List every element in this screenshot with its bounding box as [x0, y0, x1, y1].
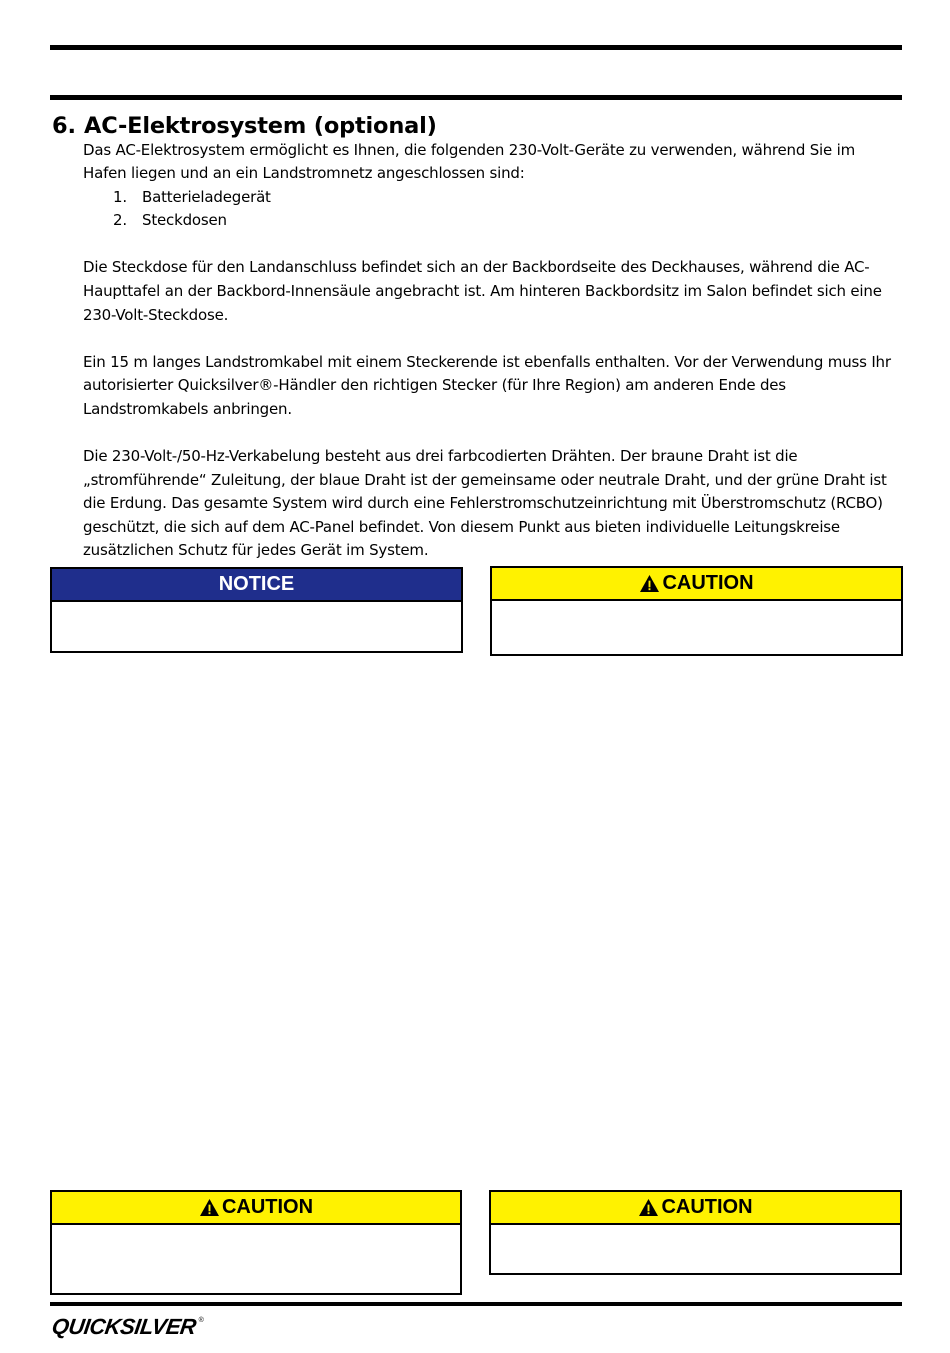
- caution-header: [491, 1192, 900, 1225]
- section-title: AC-Elektrosystem (optional): [84, 113, 437, 139]
- list-item: [113, 209, 902, 233]
- section-number: 6.: [52, 113, 76, 139]
- list-item-text: Batterieladegerät: [142, 187, 271, 206]
- caution-box: [490, 566, 903, 656]
- section-heading: [52, 115, 902, 139]
- footer-rule: [50, 1302, 902, 1306]
- caution-header: [492, 568, 901, 601]
- caution-box: [489, 1190, 902, 1275]
- intro-paragraph: Das AC-Elektrosystem ermöglicht es Ihnen, die folgenden 230-Volt-Geräte zu verwenden, während Sie im Hafen liegen und an ein Landstromnetz angeschlossen sind:: [83, 140, 856, 183]
- section-content: [52, 115, 902, 563]
- list-item-number: 2.: [113, 211, 127, 230]
- notice-label: NOTICE: [218, 573, 295, 595]
- list-item-number: 1.: [113, 187, 127, 206]
- header-rule: [50, 95, 902, 100]
- logo-text: QUICKSILVER: [50, 1314, 198, 1339]
- shore-cable-paragraph: Ein 15 m langes Landstromkabel mit einem Steckerende ist ebenfalls enthalten. Vor der Verwendung muss Ihr autorisierter Quicksilver®-Händler den richtigen Stecker (für Ihre Region) am anderen Ende des Landstromkabels anbringen.: [83, 352, 891, 418]
- caution-label: CAUTION: [221, 1196, 314, 1218]
- list-item: [113, 186, 902, 210]
- caution-label: CAUTION: [661, 1196, 753, 1218]
- wiring-paragraph: Die 230-Volt-/50-Hz-Verkabelung besteht aus drei farbcodierten Drähten. Der braune Draht ist die „stromführende“ Zuleitung, der blaue Draht ist der gemeinsame oder neutrale Draht, und der grüne Draht ist die Erdung. Das gesamte System wird durch eine Fehlerstromschutzeinrichtung mit Überstromschutz (RCBO) geschützt, die sich auf dem AC-Panel befindet. Von diesem Punkt aus bieten individuelle Leitungskreise zusätzlichen Schutz für jedes Gerät im System.: [83, 447, 887, 560]
- registered-mark: ®: [198, 1317, 204, 1324]
- notice-box: [50, 567, 463, 653]
- quicksilver-logo: [52, 1316, 204, 1338]
- warning-triangle-icon: [199, 1198, 220, 1217]
- section-body: [83, 139, 902, 563]
- caution-box: [50, 1190, 462, 1295]
- warning-triangle-icon: [639, 574, 660, 593]
- caution-header: [52, 1192, 460, 1225]
- device-list: [83, 186, 902, 233]
- warning-triangle-icon: [638, 1198, 659, 1217]
- top-rule: [50, 45, 902, 50]
- caution-label: CAUTION: [662, 572, 754, 594]
- notice-header: [52, 569, 461, 602]
- list-item-text: Steckdosen: [142, 211, 227, 230]
- shore-connection-paragraph: Die Steckdose für den Landanschluss befindet sich an der Backbordseite des Deckhauses, während die AC-Haupttafel an der Backbord-Innensäule angebracht ist. Am hinteren Backbordsitz im Salon befindet sich eine 230-Volt-Steckdose.: [83, 258, 882, 324]
